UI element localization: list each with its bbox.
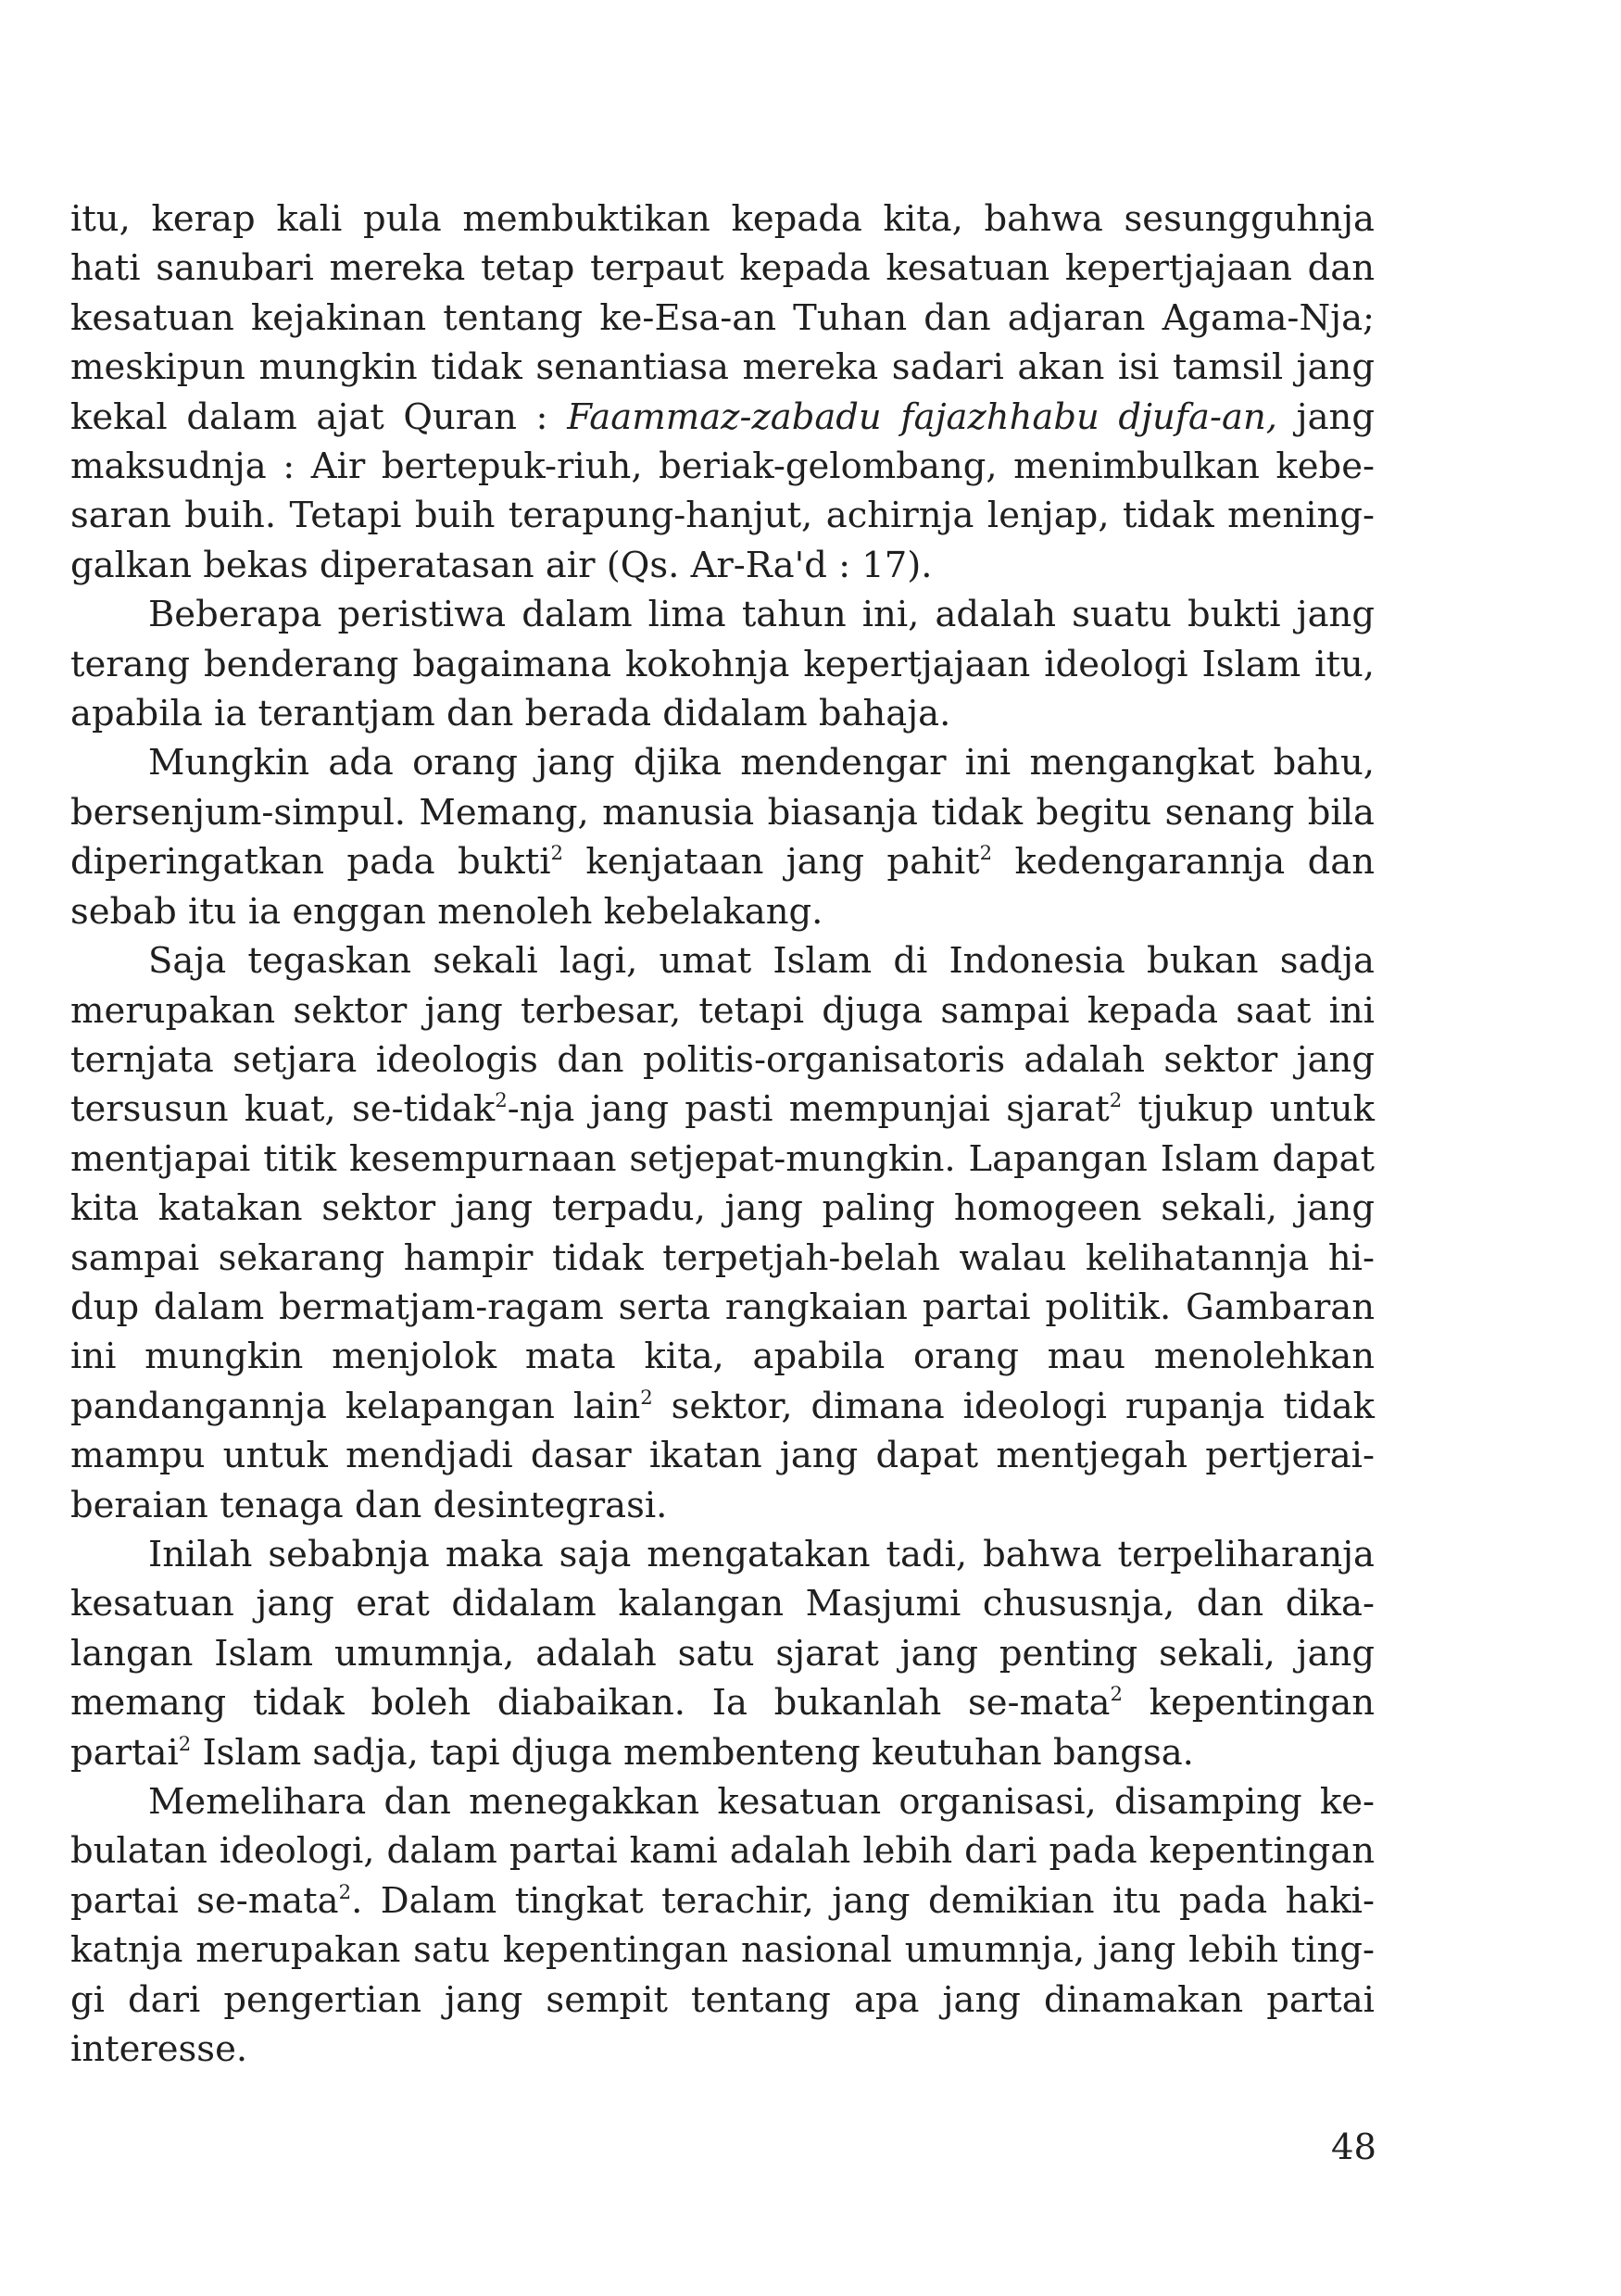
superscript-marker: 2 bbox=[1110, 1682, 1123, 1706]
paragraph-3 bbox=[70, 738, 1375, 936]
text-run: Saja tegaskan sekali lagi, umat Islam di Indonesia bukan sadja merupakan sektor jang terbesar, tetapi djuga sampai kepada saat ini ternjata setjara ideologis dan politis-organisatoris adalah sektor jang tersusun kuat, se-tidak bbox=[70, 940, 1375, 1131]
paragraph-2 bbox=[70, 590, 1375, 738]
text-run: Islam sadja, tapi djuga membenteng keutuhan bangsa. bbox=[191, 1731, 1194, 1774]
page-number: 48 bbox=[1331, 2127, 1376, 2168]
text-run: Inilah sebabnja maka saja mengatakan tadi, bahwa terpeliharanja kesatuan jang erat didalam kalangan Masjumi chususnja, dan dikalangan Islam umumnja, adalah satu sjarat jang penting sekali, jang memang tidak boleh diabaikan. Ia bukanlah se-mata bbox=[70, 1533, 1375, 1725]
superscript-marker: 2 bbox=[338, 1880, 352, 1903]
paragraph-6 bbox=[70, 1777, 1375, 2074]
text-run: kepentingan partai bbox=[70, 1682, 1375, 1774]
superscript-marker: 2 bbox=[550, 841, 564, 865]
text-run: Mungkin ada orang jang djika mendengar ini mengangkat bahu, bersenjum-simpul. Memang, manusia biasanja tidak begitu senang bila diperingatkan pada bukti bbox=[70, 742, 1375, 884]
superscript-marker: 2 bbox=[178, 1731, 192, 1755]
text-run: itu, kerap kali pula membuktikan kepada kita, bahwa sesungguhnja hati sanubari mereka tetap terpaut kepada kesatuan kepertjajaan dan kesatuan kejakinan tentang ke-Esa-an Tuhan dan adjaran Agama-Nja; meskipun mungkin tidak senantiasa mereka sadari akan isi tamsil jang kekal dalam ajat Quran : bbox=[70, 198, 1375, 438]
paragraph-4 bbox=[70, 936, 1375, 1530]
superscript-marker: 2 bbox=[1109, 1088, 1123, 1112]
text-run: jang maksudnja : Air bertepuk-riuh, beriak-gelombang, menimbulkan kebesaran buih. Tetapi buih terapung-hanjut, achirnja lenjap, tidak meninggalkan bekas diperatasan air (Qs. Ar-Ra'd : 17). bbox=[70, 395, 1375, 586]
text-run: tjukup untuk mentjapai titik kesempurnaan setjepat-mungkin. Lapangan Islam dapat kita katakan sektor jang terpadu, jang paling homogeen sekali, jang sampai sekarang hampir tidak terpetjah-belah walau kelihatannja hidup dalam bermatjam-ragam serta rangkaian partai politik. Gambaran ini mungkin menjolok mata kita, apabila orang mau menolehkan pandangannja kelapangan lain bbox=[70, 1088, 1375, 1427]
superscript-marker: 2 bbox=[640, 1385, 653, 1409]
paragraph-1 bbox=[70, 194, 1375, 590]
text-run: sektor, dimana ideologi rupanja tidak mampu untuk mendjadi dasar ikatan jang dapat mentjegah pertjeraiberaian tenaga dan desintegrasi. bbox=[70, 1385, 1376, 1526]
text-run: . Dalam tingkat terachir, jang demikian itu pada hakikatnja merupakan satu kepentingan nasional umumnja, jang lebih tinggi dari pengertian jang sempit tentang apa jang dinamakan partai interesse. bbox=[70, 1879, 1375, 2071]
paragraph-5 bbox=[70, 1530, 1375, 1777]
text-run: -nja jang pasti mempunjai sjarat bbox=[507, 1088, 1110, 1131]
quran-verse-italic: Faammaz-zabadu fajazhhabu djufa-an, bbox=[567, 395, 1277, 438]
text-run: Memelihara dan menegakkan kesatuan organisasi, disamping kebulatan ideologi, dalam partai kami adalah lebih dari pada kepentingan partai se-mata bbox=[70, 1781, 1375, 1922]
text-run: kenjataan jang pahit bbox=[563, 841, 980, 884]
text-run: Beberapa peristiwa dalam lima tahun ini, adalah suatu bukti jang terang benderang bagaimana kokohnja kepertjajaan ideologi Islam itu, apabila ia terantjam dan berada didalam bahaja. bbox=[70, 594, 1375, 735]
superscript-marker: 2 bbox=[979, 841, 993, 865]
page-body bbox=[70, 194, 1375, 2074]
text-run: kedengarannja dan sebab itu ia enggan menoleh kebelakang. bbox=[70, 841, 1375, 933]
superscript-marker: 2 bbox=[495, 1088, 508, 1112]
